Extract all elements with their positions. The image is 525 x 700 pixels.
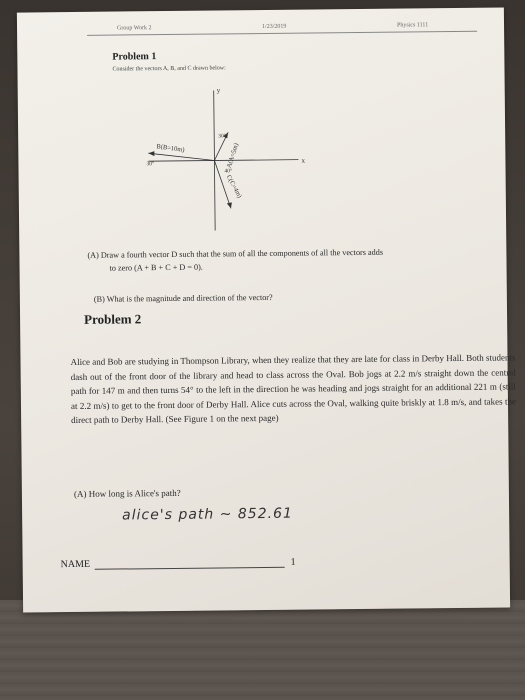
problem2-part-a: (A) How long is Alice's path? — [73, 487, 181, 499]
header-rule — [87, 31, 477, 36]
vector-b-arrow — [148, 153, 214, 162]
vector-diagram — [118, 79, 340, 241]
angle-b-label: 30° — [146, 161, 155, 168]
header-date: 1/23/2019 — [262, 23, 287, 30]
problem1-part-a-line1: (A) Draw a fourth vector D such that the sum of all the components of all the vectors adds — [87, 247, 384, 260]
header-right: Physics 1111 — [396, 22, 429, 29]
y-axis-label: y — [216, 86, 221, 95]
problem1-part-b: (B) What is the magnitude and direction of the vector? — [93, 292, 273, 304]
problem1-part-a-line2: to zero (A + B + C + D = 0). — [109, 262, 203, 273]
x-axis-label: x — [301, 156, 305, 165]
problem2-title: Problem 2 — [84, 311, 142, 327]
page-number: 1 — [290, 556, 296, 568]
vector-c-arrowhead — [227, 202, 232, 208]
vector-b-label: B(B=10m) — [156, 143, 185, 154]
angle-c-label: 40° — [224, 168, 233, 175]
problem1-intro: Consider the vectors A, B, and C drawn below: — [112, 65, 226, 73]
name-label: NAME — [60, 558, 91, 571]
handwritten-answer: alice's path ~ 852.61 — [122, 505, 293, 524]
fabric-surface — [0, 600, 525, 700]
worksheet-page — [17, 7, 517, 612]
problem1-title: Problem 1 — [112, 51, 157, 63]
name-line — [95, 567, 285, 570]
vector-a-label: A(A=5m) — [225, 142, 241, 169]
vector-c-label: C(C=4m) — [224, 173, 243, 200]
problem2-paragraph: Alice and Bob are studying in Thompson Library, when they realize that they are late for class in Derby Hall. Both students dash out of the front door of the library and head to class across the Oval. Bob jogs at 2.2 m/s straight down the central path for 147 m and then turns 54° to the left in the direction he was heading and jogs straight for an additional 221 m (still at 2.2 m/s) to get to the front door of Derby Hall. Alice cuts across the Oval, walking quite briskly at 1.8 m/s, and takes the direct path to Derby Hall. (See Figure 1 on the next page) — [70, 352, 517, 426]
angle-a-label: 30° — [218, 133, 226, 140]
header-course: Group Work 2 — [117, 25, 152, 32]
x-axis — [148, 160, 298, 162]
